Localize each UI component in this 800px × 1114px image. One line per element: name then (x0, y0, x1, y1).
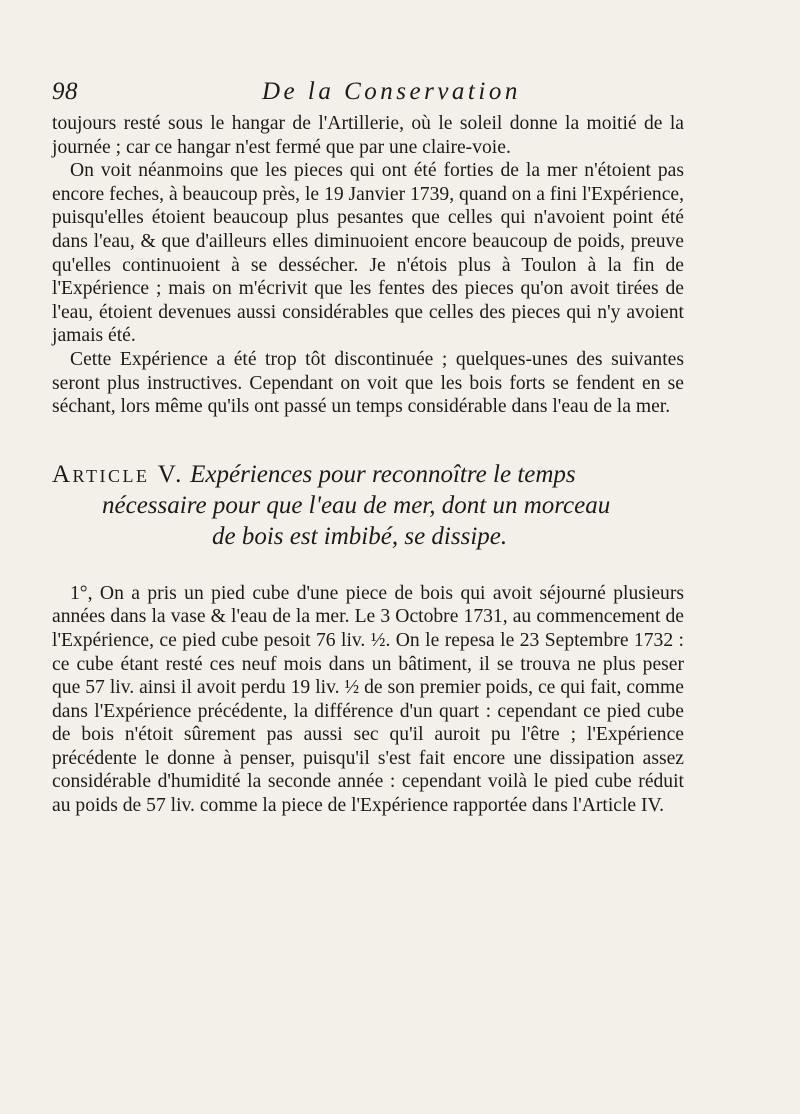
section-title-line-2: nécessaire pour que l'eau de mer, dont un morceau (102, 491, 611, 519)
paragraph: 1°, On a pris un pied cube d'une piece de bois qui avoit séjourné plusieurs années dans la vase & l'eau de la mer. Le 3 Octobre 1731, au commencement de l'Expérience, ce pied cube pesoit 76 liv. ½. On le repesa le 23 Septembre 1732 : ce cube étant resté ces neuf mois dans un bâtiment, il se trouva ne plus peser que 57 liv. ainsi il avoit perdu 19 liv. ½ de son premier poids, ce qui fait, comme dans l'Expérience précédente, la différence d'un quart : cependant ce pied cube de bois n'étoit sûrement pas aussi sec qu'il auroit pu l'être ; l'Expérience précédente le donne à penser, puisqu'il s'est fait encore une dissipation assez considérable d'humidité la seconde année : cependant voilà le pied cube réduit au poids de 57 liv. comme la piece de l'Expérience rapportée dans l'Article IV. (52, 582, 684, 817)
paragraph: Cette Expérience a été trop tôt discontinuée ; quelques-unes des suivantes seront plus instructives. Cependant on voit que les bois forts se fendent en se séchant, lors même qu'ils ont passé un temps considérable dans l'eau de la mer. (52, 348, 684, 418)
running-title: De la Conservation (262, 78, 521, 105)
paragraph: On voit néanmoins que les pieces qui ont été forties de la mer n'étoient pas encore feches, à beaucoup près, le 19 Janvier 1739, quand on a fini l'Expérience, puisqu'elles étoient beaucoup plus pesantes que celles qui n'avoient point été dans l'eau, & que d'ailleurs elles diminuoient encore beaucoup de poids, preuve qu'elles continuoient à se dessécher. Je n'étois plus à Toulon à la fin de l'Expérience ; mais on m'écrivit que les fentes des pieces qu'on avoit tirées de l'eau, étoient devenues aussi considérables que celles des pieces qui n'y avoient jamais été. (52, 160, 684, 347)
section-label: Article V. (52, 460, 184, 488)
body-text (52, 112, 684, 818)
section-heading (52, 459, 684, 552)
section-title-line-3: de bois est imbibé, se dissipe. (212, 522, 508, 550)
paragraph-continued: toujours resté sous le hangar de l'Artillerie, où le soleil donne la moitié de la journée ; car ce hangar n'est fermé que par une claire-voie. (52, 113, 684, 158)
page-number: 98 (52, 78, 78, 105)
section-title-line-1: Expériences pour reconnoître le temps (190, 460, 576, 488)
